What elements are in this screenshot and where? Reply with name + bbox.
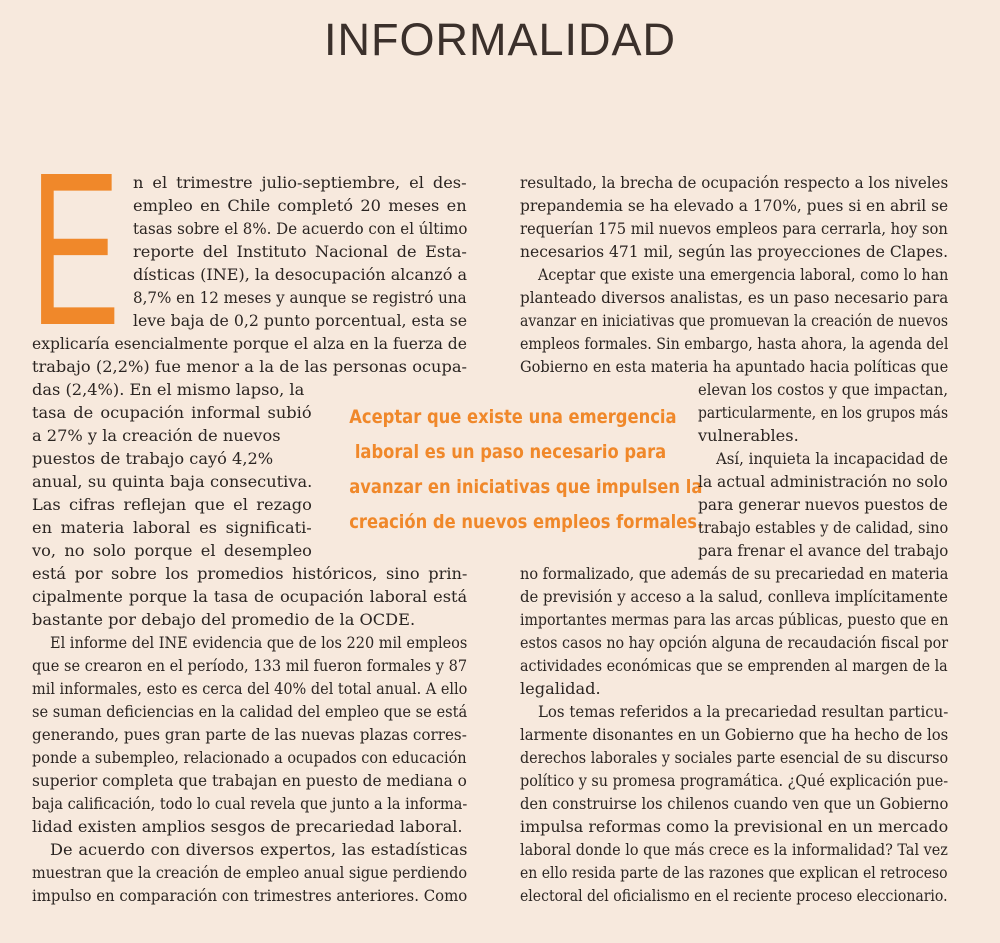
body-line: baja calificación, todo lo cual revela que junto a la informa-	[32, 794, 468, 813]
body-line: dísticas (INE), la desocupación alcanzó a	[133, 265, 468, 284]
body-line: tasa de ocupación informal subió	[32, 403, 312, 422]
body-line: resultado, la brecha de ocupación respecto a los niveles	[520, 173, 949, 192]
body-line: vulnerables.	[698, 426, 799, 445]
body-line: lidad existen amplios sesgos de precariedad laboral.	[32, 817, 463, 836]
body-line: elevan los costos y que impactan,	[698, 380, 949, 399]
body-line: no formalizado, que además de su precariedad en materia	[520, 564, 949, 583]
body-line: la actual administración no solo	[698, 472, 948, 491]
body-line: planteado diversos analistas, es un paso necesario para	[520, 288, 949, 307]
body-line: puestos de trabajo cayó 4,2%	[32, 449, 274, 468]
body-line: trabajo estables y de calidad, sino	[698, 518, 949, 537]
body-line: impulso en comparación con trimestres anteriores. Como	[32, 886, 468, 905]
body-line: se suman deficiencias en la calidad del empleo que se está	[32, 702, 468, 721]
body-line: bastante por debajo del promedio de la OCDE.	[32, 610, 416, 629]
pull-quote-line: creación de nuevos empleos formales.	[349, 511, 704, 533]
body-line: 8,7% en 12 meses y aunque se registró una	[133, 288, 467, 307]
body-line: Gobierno en esta materia ha apuntado hacia políticas que	[520, 357, 949, 376]
body-line: prepandemia se ha elevado a 170%, pues si en abril se	[520, 196, 949, 215]
body-line: Las cifras reflejan que el rezago	[32, 495, 312, 514]
body-line: empleo en Chile completó 20 meses en	[133, 196, 467, 215]
body-line: explicaría esencialmente porque el alza en la fuerza de	[32, 334, 467, 353]
body-line: das (2,4%). En el mismo lapso, la	[32, 380, 305, 399]
body-line: generando, pues gran parte de las nuevas plazas corres-	[32, 725, 467, 744]
body-line: de previsión y acceso a la salud, conlleva implícitamente	[520, 587, 948, 606]
body-line: laboral donde lo que más crece es la informalidad? Tal vez	[520, 840, 948, 859]
body-line: n el trimestre julio-septiembre, el des-	[133, 173, 467, 192]
body-line: está por sobre los promedios históricos, sino prin-	[32, 564, 468, 583]
body-line: estos casos no hay opción alguna de recaudación fiscal por	[520, 633, 949, 652]
body-line: tasas sobre el 8%. De acuerdo con el último	[133, 219, 468, 238]
body-line: político y su promesa programática. ¿Qué explicación pue-	[520, 771, 949, 790]
body-line: vo, no solo porque el desempleo	[32, 541, 312, 560]
body-line: derechos laborales y sociales parte esencial de su discurso	[520, 748, 949, 767]
body-line: empleos formales. Sin embargo, hasta ahora, la agenda del	[520, 334, 949, 353]
body-line: en ello resida parte de las razones que explican el retroceso	[520, 863, 948, 882]
pull-quote-line: avanzar en iniciativas que impulsen la	[349, 476, 703, 498]
body-line: requerían 175 mil nuevos empleos para cerrarla, hoy son	[520, 219, 948, 238]
body-line: necesarios 471 mil, según las proyecciones de Clapes.	[520, 242, 949, 261]
body-line: Así, inquieta la incapacidad de	[716, 449, 948, 468]
body-line: avanzar en iniciativas que promuevan la creación de nuevos	[520, 311, 949, 330]
body-line: cipalmente porque la tasa de ocupación laboral está	[32, 587, 468, 606]
body-line: Aceptar que existe una emergencia laboral, como lo han	[538, 265, 949, 284]
body-line: para frenar el avance del trabajo	[698, 541, 949, 560]
body-line: electoral del oficialismo en el reciente proceso eleccionario.	[520, 886, 948, 905]
body-line: a 27% y la creación de nuevos	[32, 426, 281, 445]
body-line: El informe del INE evidencia que de los 220 mil empleos	[50, 633, 468, 652]
body-line: para generar nuevos puestos de	[698, 495, 948, 514]
body-line: Los temas referidos a la precariedad resultan particu-	[538, 702, 949, 721]
body-line: muestran que la creación de empleo anual sigue perdiendo	[32, 863, 468, 882]
body-line: larmente disonantes en un Gobierno que ha hecho de los	[520, 725, 949, 744]
pull-quote-line: Aceptar que existe una emergencia	[349, 406, 677, 428]
body-line: De acuerdo con diversos expertos, las estadísticas	[50, 840, 468, 859]
body-line: leve baja de 0,2 punto porcentual, esta se	[133, 311, 468, 330]
body-line: impulsa reformas como la previsional en un mercado	[520, 817, 949, 836]
body-line: actividades económicas que se emprenden al margen de la	[520, 656, 948, 675]
body-line: particularmente, en los grupos más	[698, 403, 949, 422]
body-line: den construirse los chilenos cuando ven que un Gobierno	[520, 794, 949, 813]
drop-cap: E	[30, 128, 121, 371]
pull-quote-line: laboral es un paso necesario para	[354, 441, 667, 463]
pull-quote	[349, 400, 704, 540]
body-line: superior completa que trabajan en puesto de mediana o	[32, 771, 467, 790]
body-line: en materia laboral es significati-	[32, 518, 312, 537]
body-line: legalidad.	[520, 679, 601, 698]
body-line: que se crearon en el período, 133 mil fueron formales y 87	[32, 656, 468, 675]
body-line: reporte del Instituto Nacional de Esta-	[133, 242, 467, 261]
body-line: importantes mermas para las arcas públicas, puesto que en	[520, 610, 949, 629]
body-line: ponde a subempleo, relacionado a ocupados con educación	[32, 748, 467, 767]
body-line: mil informales, esto es cerca del 40% del total anual. A ello	[32, 679, 468, 698]
body-line: anual, su quinta baja consecutiva.	[32, 472, 313, 491]
body-line: trabajo (2,2%) fue menor a la de las personas ocupa-	[32, 357, 467, 376]
article-title: INFORMALIDAD	[323, 14, 677, 65]
